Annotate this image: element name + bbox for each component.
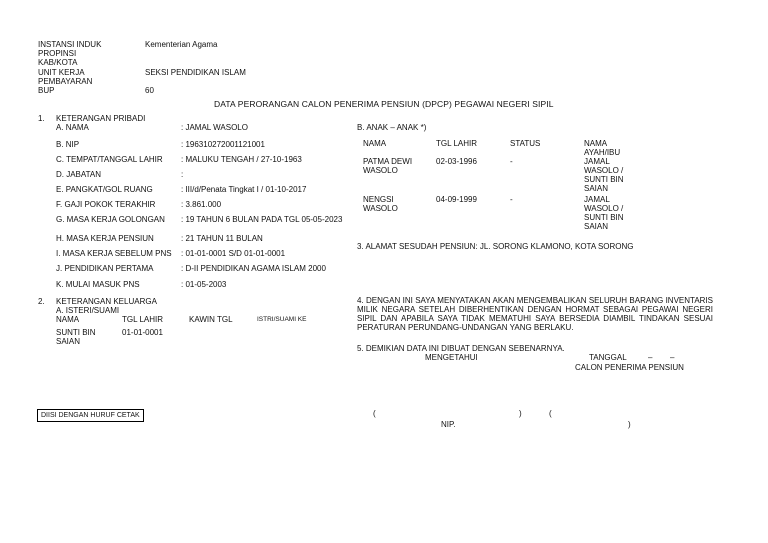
sign-open-2: (	[549, 409, 552, 418]
row-value: : JAMAL WASOLO	[181, 123, 248, 132]
row-label: A. NAMA	[56, 123, 89, 132]
row-value: : MALUKU TENGAH / 27-10-1963	[181, 155, 302, 164]
anak2-tgl: 04-09-1999	[436, 195, 477, 204]
anak-col-tgl: TGL LAHIR	[436, 139, 478, 148]
alamat: 3. ALAMAT SESUDAH PENSIUN: JL. SORONG KLAMONO, KOTA SORONG	[357, 242, 634, 251]
section1-number: 1.	[38, 114, 45, 123]
anak2-status: -	[510, 195, 513, 204]
sign-close-2: )	[628, 420, 631, 429]
unit-label-2: PEMBAYARAN	[38, 77, 93, 86]
anak1-tgl: 02-03-1996	[436, 157, 477, 166]
row-label: C. TEMPAT/TANGGAL LAHIR	[56, 155, 163, 164]
demikian: 5. DEMIKIAN DATA INI DIBUAT DENGAN SEBENARNYA.	[357, 344, 565, 353]
row-value: : 01-01-0001 S/D 01-01-0001	[181, 249, 286, 258]
row-label: I. MASA KERJA SEBELUM PNS	[56, 249, 172, 258]
row-value: : III/d/Penata Tingkat I / 01-10-2017	[181, 185, 307, 194]
row-label: H. MASA KERJA PENSIUN	[56, 234, 154, 243]
row-value: : 196310272001121001	[181, 140, 265, 149]
unit-value: SEKSI PENDIDIKAN ISLAM	[145, 68, 246, 77]
mengetahui: MENGETAHUI	[425, 353, 478, 362]
section2-heading: KETERANGAN KELUARGA	[56, 297, 157, 306]
section2-sub: A. ISTERI/SUAMI	[56, 306, 120, 315]
tanggal: TANGGAL	[589, 353, 627, 362]
section1-heading: KETERANGAN PRIBADI	[56, 114, 146, 123]
row-label: F. GAJI POKOK TERAKHIR	[56, 200, 156, 209]
col-istri-ke: ISTRI/SUAMI KE	[257, 316, 307, 323]
anak1-nama: PATMA DEWI WASOLO	[363, 157, 413, 175]
anak-col-ortu: NAMA AYAH/IBU	[584, 139, 621, 157]
instansi-label: INSTANSI INDUK	[38, 40, 102, 49]
nip-label: NIP.	[441, 420, 456, 429]
row-label: E. PANGKAT/GOL RUANG	[56, 185, 153, 194]
propinsi-label: PROPINSI	[38, 49, 77, 58]
bup-value: 60	[145, 86, 154, 95]
anak1-status: -	[510, 157, 513, 166]
anak2-ortu: JAMAL WASOLO / SUNTI BIN SAIAN	[584, 195, 624, 231]
kab-label: KAB/KOTA	[38, 58, 78, 67]
spouse-tgl: 01-01-0001	[122, 328, 163, 337]
col-kawin-tgl: KAWIN TGL	[189, 315, 233, 324]
row-label: B. NIP	[56, 140, 80, 149]
anak2-nama: NENGSI WASOLO	[363, 195, 398, 213]
row-label: D. JABATAN	[56, 170, 102, 179]
unit-label-1: UNIT KERJA	[38, 68, 85, 77]
row-label: K. MULAI MASUK PNS	[56, 280, 140, 289]
row-value: : 19 TAHUN 6 BULAN PADA TGL 05-05-2023	[181, 215, 343, 224]
row-label: G. MASA KERJA GOLONGAN	[56, 215, 165, 224]
document-title: DATA PERORANGAN CALON PENERIMA PENSIUN (DPCP) PEGAWAI NEGERI SIPIL	[214, 99, 554, 109]
row-value: :	[181, 170, 184, 179]
row-value: : 21 TAHUN 11 BULAN	[181, 234, 263, 243]
row-value: : D-II PENDIDIKAN AGAMA ISLAM 2000	[181, 264, 326, 273]
bup-label: BUP	[38, 86, 55, 95]
anak-heading: B. ANAK – ANAK *)	[357, 123, 427, 132]
anak1-ortu: JAMAL WASOLO / SUNTI BIN SAIAN	[584, 157, 624, 193]
col-tgl-lahir: TGL LAHIR	[122, 315, 164, 324]
spouse-nama: SUNTI BIN SAIAN	[56, 328, 96, 346]
sign-open-1: (	[373, 409, 376, 418]
instansi-value: Kementerian Agama	[145, 40, 218, 49]
tanggal-dash-1: –	[648, 353, 653, 362]
section2-number: 2.	[38, 297, 45, 306]
row-value: : 3.861.000	[181, 200, 222, 209]
tanggal-dash-2: –	[670, 353, 675, 362]
anak-col-nama: NAMA	[363, 139, 387, 148]
col-nama: NAMA	[56, 315, 80, 324]
pernyataan: 4. DENGAN INI SAYA MENYATAKAN AKAN MENGEMBALIKAN SELURUH BARANG INVENTARIS MILIK NEGARA SETELAH DIBERHENTIKAN DENGAN HORMAT SEBAGAI PEGAWAI NEGERI SIPIL DAN APABILA SAYA TIDAK MEMATUHI SAYA BERSEDIA DIAMBIL TINDAKAN SESUAI PERATURAN PERUNDANG-UNDANGAN YANG BERLAKU.	[357, 296, 713, 332]
anak-col-status: STATUS	[510, 139, 541, 148]
row-value: : 01-05-2003	[181, 280, 227, 289]
row-label: J. PENDIDIKAN PERTAMA	[56, 264, 154, 273]
sign-close-1: )	[519, 409, 522, 418]
calon: CALON PENERIMA PENSIUN	[575, 363, 684, 372]
diisi-box: DIISI DENGAN HURUF CETAK	[37, 409, 144, 422]
